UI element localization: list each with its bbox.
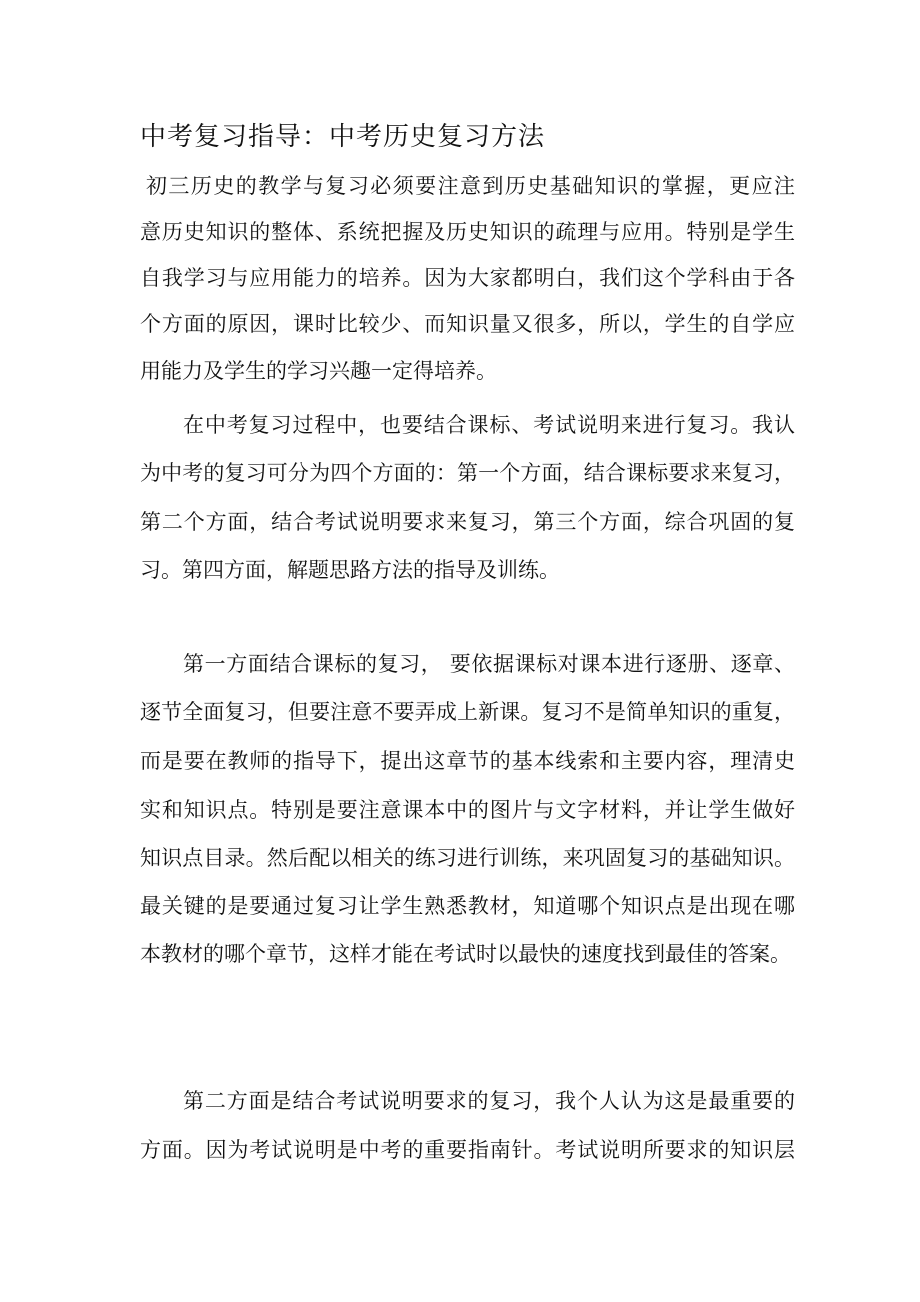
paragraph-3-line-3: 而是要在教师的指导下，提出这章节的基本线索和主要内容，理清史: [140, 749, 795, 773]
paragraph-3-line-1: 第一方面结合课标的复习， 要依据课标对课本进行逐册、逐章、: [183, 652, 795, 676]
paragraph-1-line-3: 自我学习与应用能力的培养。因为大家都明白，我们这个学科由于各: [140, 266, 795, 290]
paragraph-3-line-4: 实和知识点。特别是要注意课本中的图片与文字材料，并让学生做好: [140, 798, 795, 822]
paragraph-2-line-1: 在中考复习过程中，也要结合课标、考试说明来进行复习。我认: [183, 413, 795, 437]
paragraph-3-line-2: 逐节全面复习，但要注意不要弄成上新课。复习不是简单知识的重复，: [140, 700, 795, 724]
paragraph-2-line-4: 习。第四方面，解题思路方法的指导及训练。: [140, 558, 560, 582]
paragraph-1-line-5: 用能力及学生的学习兴趣一定得培养。: [140, 359, 497, 383]
paragraph-3-line-7: 本教材的哪个章节，这样才能在考试时以最快的速度找到最佳的答案。: [140, 942, 791, 966]
paragraph-2-line-2: 为中考的复习可分为四个方面的：第一个方面，结合课标要求来复习，: [140, 461, 795, 485]
paragraph-1-line-4: 个方面的原因，课时比较少、而知识量又很多，所以，学生的自学应: [140, 312, 795, 336]
paragraph-1-line-1: 初三历史的教学与复习必须要注意到历史基础知识的掌握，更应注: [146, 174, 795, 198]
paragraph-4-line-1: 第二方面是结合考试说明要求的复习，我个人认为这是最重要的: [183, 1089, 795, 1113]
document-title: 中考复习指导：中考历史复习方法: [140, 122, 546, 152]
paragraph-4-line-2: 方面。因为考试说明是中考的重要指南针。考试说明所要求的知识层: [140, 1138, 795, 1162]
paragraph-1-line-2: 意历史知识的整体、系统把握及历史知识的疏理与应用。特别是学生: [140, 220, 795, 244]
paragraph-3-line-5: 知识点目录。然后配以相关的练习进行训练，来巩固复习的基础知识。: [140, 846, 795, 870]
paragraph-2-line-3: 第二个方面，结合考试说明要求来复习，第三个方面，综合巩固的复: [140, 510, 795, 534]
paragraph-3-line-6: 最关键的是要通过复习让学生熟悉教材，知道哪个知识点是出现在哪: [140, 894, 795, 918]
